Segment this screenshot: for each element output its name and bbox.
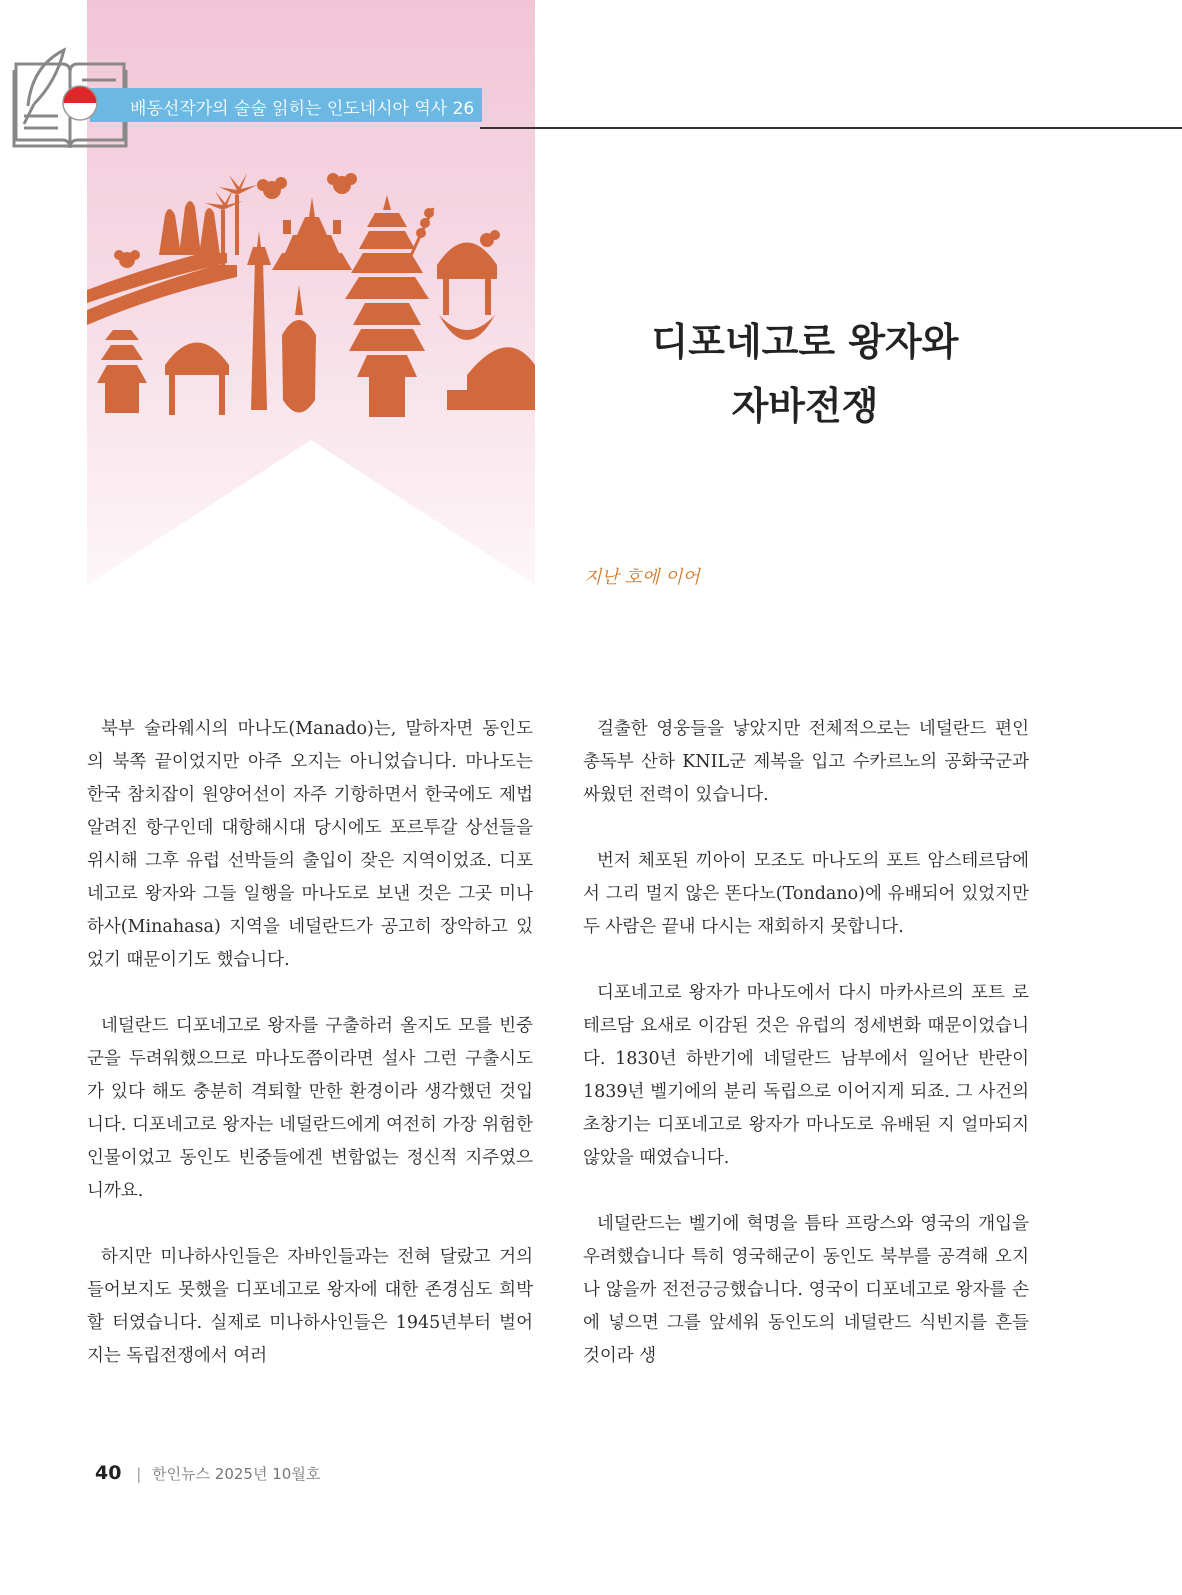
paragraph: 하지만 미나하사인들은 자바인들과는 전혀 달랐고 거의 들어보지도 못했을 디포네고로 왕자에 대한 존경심도 희박할 터였습니다. 실제로 미나하사인들은 1945년부터 벌어지는 독립전쟁에서 여러: [87, 1247, 533, 1366]
page-footer: [95, 1462, 320, 1484]
left-column: [87, 713, 533, 1406]
publication-name: 한인뉴스 2025년 10월호: [152, 1465, 321, 1483]
paragraph: 네덜란드는 벨기에 혁명을 틈타 프랑스와 영국의 개입을 우려했습니다 특히 영국해군이 동인도 북부를 공격해 오지나 않을까 전전긍긍했습니다. 영국이 디포네고로 왕자를 손에 넣으면 그를 앞세워 동인도의 네덜란드 식빈지를 흔들 것이라 생: [583, 1214, 1029, 1366]
right-column: [583, 713, 1029, 1406]
paragraph: 네덜란드 디포네고로 왕자를 구출하러 올지도 모를 빈중군을 두려워했으므로 마나도쯤이라면 설사 그런 구출시도가 있다 해도 충분히 격퇴할 만한 환경이라 생각했던 것입니다. 디포네고로 왕자는 네덜란드에게 여전히 가장 위험한 인물이었고 동인도 빈중들에겐 변함없는 정신적 지주였으니까요.: [87, 1016, 533, 1201]
indonesia-flag-icon: [62, 85, 98, 121]
paragraph: 디포네고로 왕자가 마나도에서 다시 마카사르의 포트 로테르담 요새로 이감된 것은 유럽의 정세변화 때문이었습니다. 1830년 하반기에 네덜란드 남부에서 일어난 반란이 1839년 벨기에의 분리 독립으로 이어지게 되죠. 그 사건의 초창기는 디포네고로 왕자가 마나도로 유배된 지 얼마되지 않았을 때였습니다.: [583, 983, 1029, 1168]
title-line-2: 자바전쟁: [731, 384, 879, 428]
indonesian-landmarks-illustration: [87, 165, 535, 430]
footer-separator: |: [136, 1465, 142, 1483]
page-number: 40: [95, 1462, 122, 1484]
article-title: [560, 310, 1050, 438]
paragraph: 북부 술라웨시의 마나도(Manado)는, 말하자면 동인도의 북쪽 끝이었지만 아주 오지는 아니었습니다. 마나도는 한국 참치잡이 원양어선이 자주 기항하면서 한국에도 제법 알려진 항구인데 대항해시대 당시에도 포르투갈 상선들을 위시해 그후 유럽 선박들의 출입이 잦은 지역이었죠. 디포네고로 왕자와 그들 일행을 마나도로 보낸 것은 그곳 미나하사(Minahasa) 지역을 네덜란드가 공고히 장악하고 있었기 때문이기도 했습니다.: [87, 719, 533, 970]
continued-note: 지난 호에 이어: [584, 567, 700, 588]
paragraph: 번저 체포된 끼아이 모조도 마나도의 포트 암스테르담에서 그리 멀지 않은 똔다노(Tondano)에 유배되어 있었지만 두 사람은 끝내 다시는 재회하지 못합니다.: [583, 851, 1029, 937]
header-rule: [480, 127, 1182, 129]
title-line-1: 디포네고로 왕자와: [651, 320, 959, 364]
series-label: 배동선작가의 술술 읽히는 인도네시아 역사 26: [130, 99, 475, 119]
paragraph: 걸출한 영웅들을 낳았지만 전체적으로는 네덜란드 편인 총독부 산하 KNIL군 제복을 입고 수카르노의 공화국군과 싸웠던 전력이 있습니다.: [583, 719, 1029, 805]
